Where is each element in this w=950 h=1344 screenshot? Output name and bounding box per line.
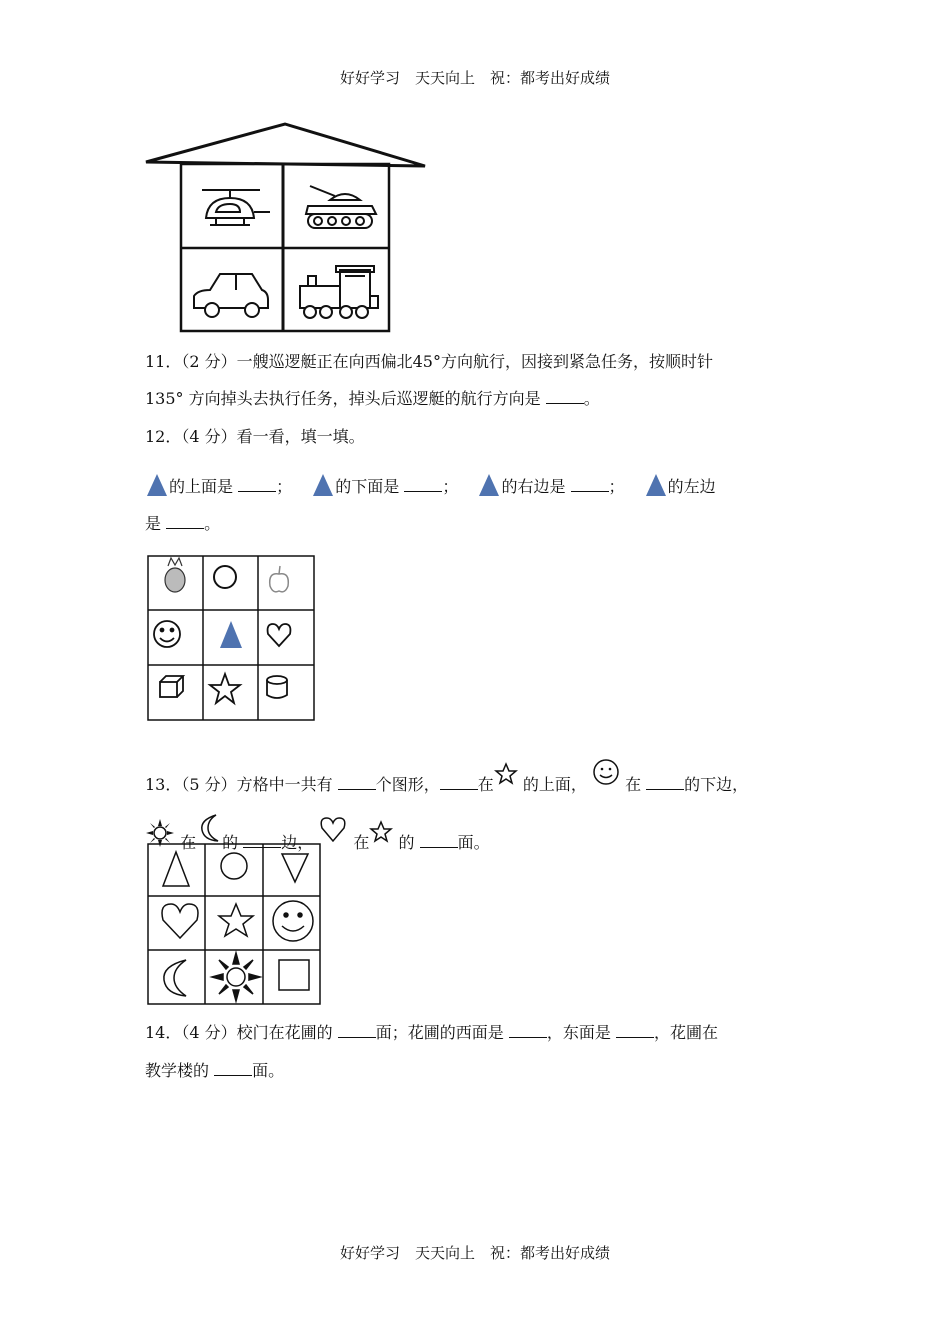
answer-blank[interactable]	[509, 1023, 547, 1038]
square-icon	[279, 960, 309, 990]
q14-line1: 14．（4 分）校门在花圃的 面；花圃的西面是 ，东面是 ，花圃在	[145, 1023, 718, 1042]
q12-line2: 是 。	[145, 514, 221, 533]
star-icon	[494, 762, 518, 786]
smiley-icon	[273, 901, 313, 941]
sun-icon	[212, 953, 260, 1001]
apple-icon	[270, 566, 289, 592]
answer-blank[interactable]	[420, 833, 458, 848]
triangle-icon	[220, 621, 242, 648]
q12-title: 12．（4 分）看一看，填一填。	[145, 427, 365, 446]
heart-icon	[162, 904, 198, 938]
pineapple-icon	[165, 558, 185, 592]
car-icon	[194, 274, 268, 317]
star-icon	[369, 820, 393, 844]
moon-icon	[164, 960, 186, 996]
triangle-up-icon	[163, 852, 189, 886]
page-footer: 好好学习 天天向上 祝：都考出好成绩	[339, 1244, 610, 1262]
triangle-icon	[145, 472, 169, 498]
train-icon	[300, 266, 378, 318]
triangle-down-icon	[282, 854, 308, 882]
page-header: 好好学习 天天向上 祝：都考出好成绩	[339, 69, 610, 87]
q12-grid	[146, 554, 316, 722]
house-figure	[140, 120, 430, 335]
q13-line2: 在 的 边， 在 的 面。	[145, 812, 490, 842]
answer-blank[interactable]	[166, 514, 204, 529]
star-icon	[219, 904, 253, 936]
heart-icon	[268, 624, 291, 646]
star-icon	[210, 674, 240, 703]
answer-blank[interactable]	[616, 1023, 654, 1038]
q13-grid	[146, 842, 322, 1006]
triangle-icon	[644, 472, 668, 498]
answer-blank[interactable]	[646, 775, 684, 790]
circle-icon	[221, 853, 247, 879]
moon-icon	[196, 812, 222, 844]
circle-icon	[214, 566, 236, 588]
answer-blank[interactable]	[238, 477, 276, 492]
q13-line1: 13．（5 分）方格中一共有 个图形， 在 的上面， 在 的下边，	[145, 758, 748, 788]
smiley-icon	[592, 758, 620, 786]
heart-icon	[318, 814, 348, 844]
helicopter-icon	[202, 190, 270, 225]
answer-blank[interactable]	[338, 775, 376, 790]
q11-line2: 135° 方向掉头去执行任务，掉头后巡逻艇的航行方向是 。	[145, 389, 600, 408]
answer-blank[interactable]	[546, 389, 584, 404]
cylinder-icon	[267, 676, 287, 698]
triangle-icon	[311, 472, 335, 498]
cube-icon	[160, 676, 183, 697]
answer-blank[interactable]	[214, 1061, 252, 1076]
smiley-icon	[154, 621, 180, 647]
answer-blank[interactable]	[571, 477, 609, 492]
tank-icon	[306, 186, 376, 228]
q11-line1: 11．（2 分）一艘巡逻艇正在向西偏北45°方向航行，因接到紧急任务，按顺时针	[145, 352, 713, 371]
answer-blank[interactable]	[440, 775, 478, 790]
q12-line1: 的上面是 ； 的下面是 ； 的右边是 ； 的左边	[145, 472, 716, 498]
answer-blank[interactable]	[404, 477, 442, 492]
q14-line2: 教学楼的 面。	[145, 1061, 285, 1080]
triangle-icon	[477, 472, 501, 498]
answer-blank[interactable]	[338, 1023, 376, 1038]
